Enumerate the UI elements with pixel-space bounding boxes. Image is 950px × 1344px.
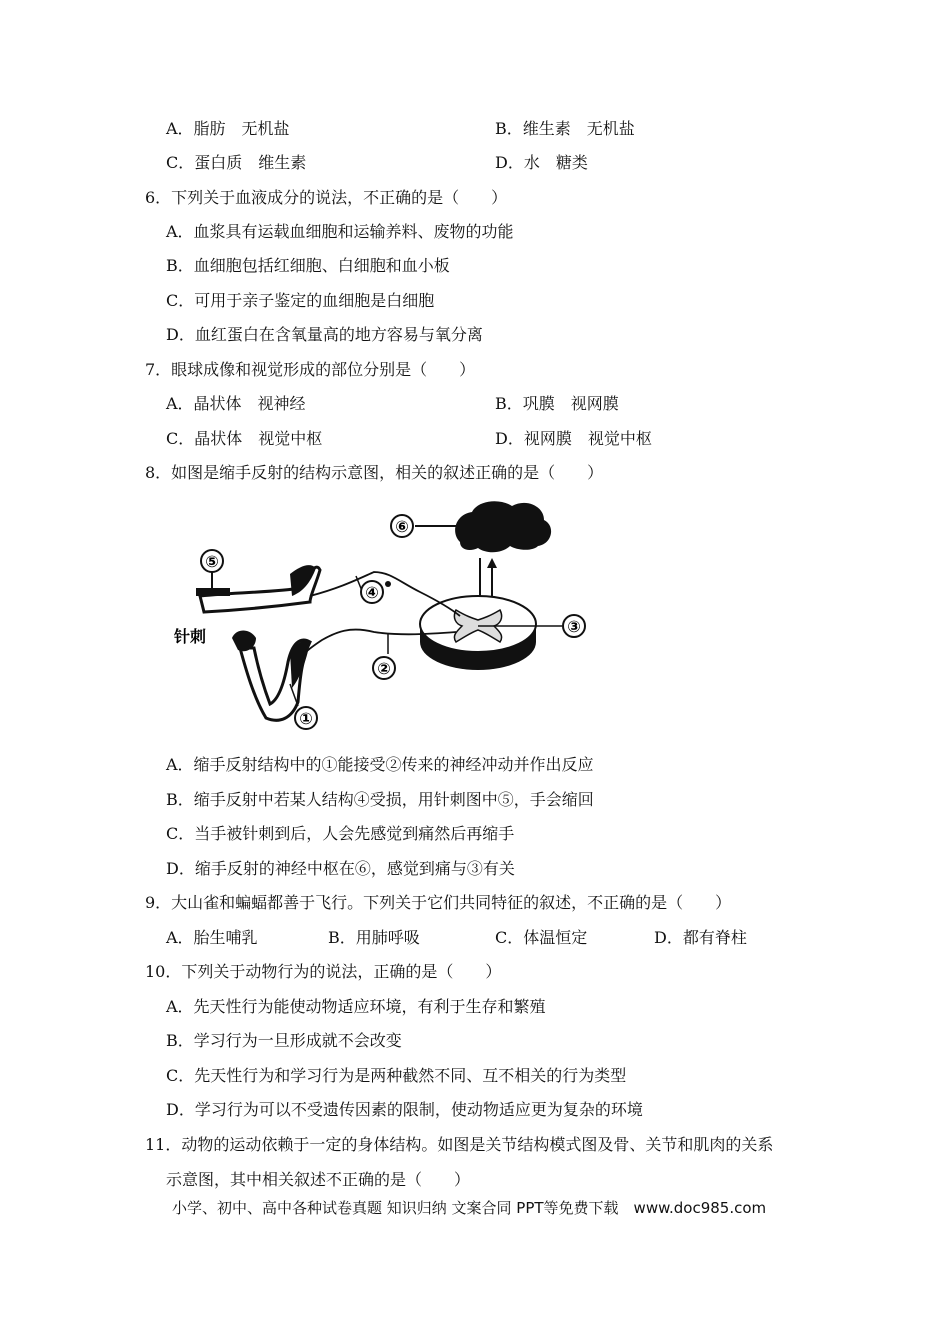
q7-option-b: B．巩膜 视网膜	[495, 394, 619, 413]
footer-ad: 小学、初中、高中各种试卷真题 知识归纳 文案合同 PPT等免费下载 www.doc985.com	[172, 1199, 767, 1217]
q5-option-b: B．维生素 无机盐	[495, 119, 635, 138]
reflex-arc-diagram	[160, 492, 600, 742]
q9-option-a: A．胎生哺乳	[166, 928, 258, 947]
q9-option-c: C．体温恒定	[495, 928, 588, 947]
brain-shape	[455, 501, 551, 552]
needle	[196, 588, 230, 596]
q6-option-d: D．血红蛋白在含氧量高的地方容易与氧分离	[166, 325, 483, 344]
q8-option-a: A．缩手反射结构中的①能接受②传来的神经冲动并作出反应	[166, 755, 594, 774]
label1-text: ①	[299, 709, 313, 728]
q6-stem: 6．下列关于血液成分的说法，不正确的是（ ）	[145, 188, 508, 207]
q8-stem: 8．如图是缩手反射的结构示意图，相关的叙述正确的是（ ）	[145, 463, 604, 482]
label5-text: ⑤	[205, 552, 219, 571]
q6-option-a: A．血浆具有运载血细胞和运输养料、废物的功能	[166, 222, 514, 241]
label2-text: ②	[377, 659, 391, 678]
q10-stem: 10．下列关于动物行为的说法，正确的是（ ）	[145, 962, 502, 981]
q10-option-b: B．学习行为一旦形成就不会改变	[166, 1031, 402, 1050]
q10-option-a: A．先天性行为能使动物适应环境，有利于生存和繁殖	[166, 997, 546, 1016]
label4-text: ④	[365, 583, 379, 602]
reflex-arc-figure	[160, 492, 600, 742]
q10-option-c: C．先天性行为和学习行为是两种截然不同、互不相关的行为类型	[166, 1066, 627, 1085]
q6-option-c: C．可用于亲子鉴定的血细胞是白细胞	[166, 291, 435, 310]
label3-text: ③	[567, 617, 581, 636]
q7-option-c: C．晶状体 视觉中枢	[166, 429, 323, 448]
q5-option-d: D．水 糖类	[495, 153, 588, 172]
label6-text: ⑥	[395, 517, 409, 536]
q8-option-d: D．缩手反射的神经中枢在⑥，感觉到痛与③有关	[166, 859, 515, 878]
q5-option-a: A．脂肪 无机盐	[166, 119, 290, 138]
q11-stem-line1: 11．动物的运动依赖于一定的身体结构。如图是关节结构模式图及骨、关节和肌肉的关系	[145, 1135, 774, 1154]
ganglion	[385, 581, 391, 587]
needle-text: 针刺	[174, 627, 207, 646]
q10-option-d: D．学习行为可以不受遗传因素的限制，使动物适应更为复杂的环境	[166, 1100, 643, 1119]
q9-stem: 9．大山雀和蝙蝠都善于飞行。下列关于它们共同特征的叙述，不正确的是（ ）	[145, 893, 732, 912]
q6-option-b: B．血细胞包括红细胞、白细胞和血小板	[166, 256, 450, 275]
q5-option-c: C．蛋白质 维生素	[166, 153, 307, 172]
q9-option-d: D．都有脊柱	[654, 928, 747, 947]
q7-option-d: D．视网膜 视觉中枢	[495, 429, 652, 448]
up-arrowhead	[487, 558, 497, 568]
q7-stem: 7．眼球成像和视觉形成的部位分别是（ ）	[145, 360, 476, 379]
q9-option-b: B．用肺呼吸	[328, 928, 420, 947]
q11-stem-line2: 示意图，其中相关叙述不正确的是（ ）	[166, 1170, 471, 1189]
q8-option-c: C．当手被针刺到后，人会先感觉到痛然后再缩手	[166, 824, 515, 843]
q7-option-a: A．晶状体 视神经	[166, 394, 306, 413]
q8-option-b: B．缩手反射中若某人结构④受损，用针刺图中⑤，手会缩回	[166, 790, 594, 809]
